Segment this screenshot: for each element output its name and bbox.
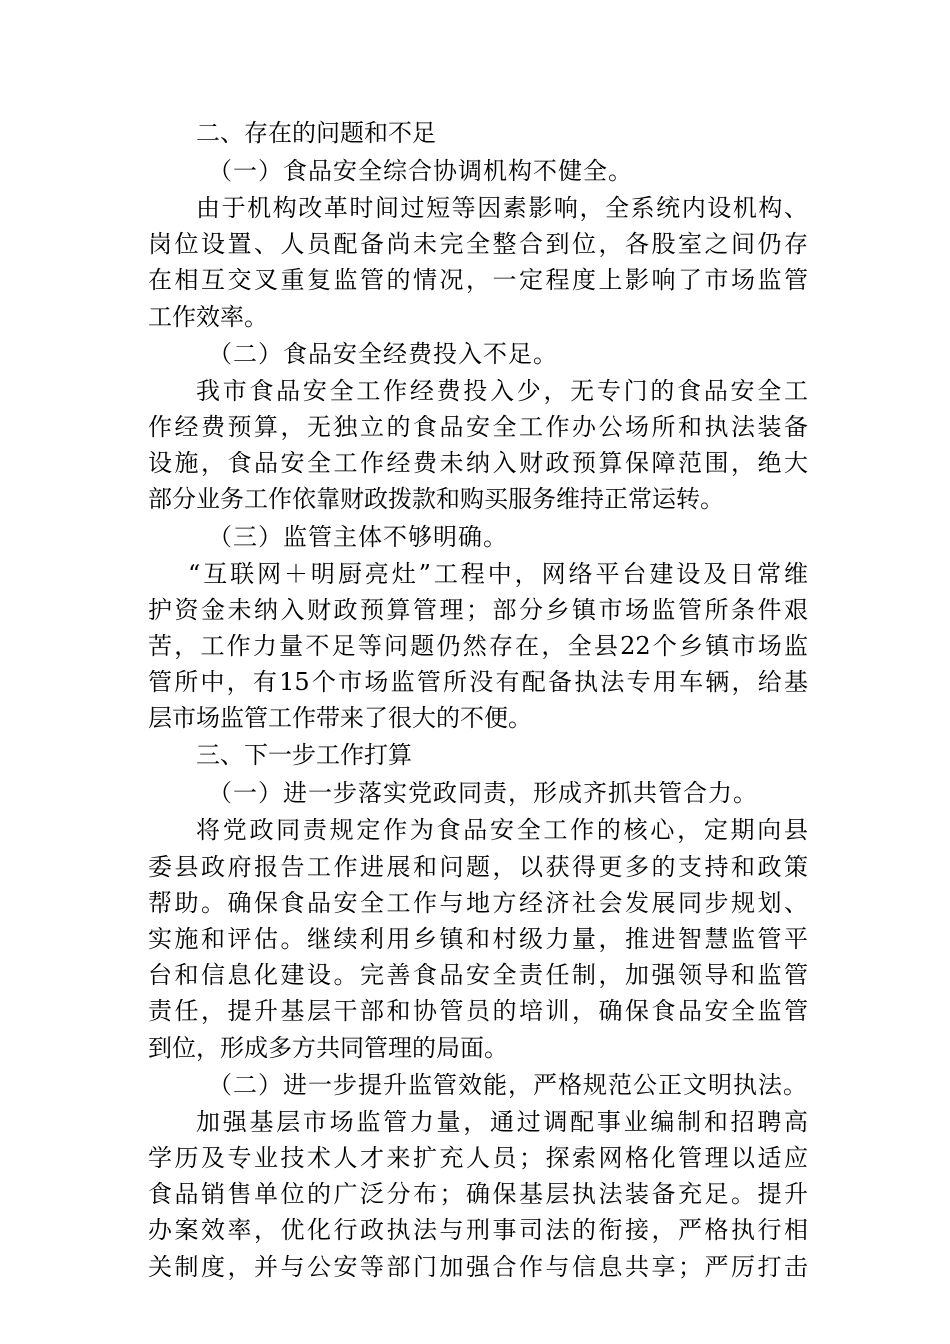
paragraph	[148, 373, 808, 518]
subsection-heading: （三）监管主体不够明确。	[208, 522, 508, 551]
text-line: 将党政同责规定作为食品安全工作的核心，定期向县	[196, 816, 808, 845]
text-line: 部分业务工作依靠财政拨款和购买服务维持正常运转。	[148, 485, 724, 514]
text-line: 台和信息化建设。完善食品安全责任制，加强领导和监管	[148, 961, 808, 990]
text-line: 食品销售单位的广泛分布；确保基层执法装备充足。提升	[148, 1180, 808, 1209]
text-line: 工作效率。	[148, 302, 268, 331]
text-line: 学历及专业技术人才来扩充人员；探索网格化管理以适应	[148, 1143, 808, 1172]
text-line: 实施和评估。继续利用乡镇和村级力量，推进智慧监管平	[148, 925, 808, 953]
text-line: 我市食品安全工作经费投入少，无专门的食品安全工	[196, 376, 808, 405]
text-line: 管所中，有15个市场监管所没有配备执法专用车辆，给基	[148, 668, 808, 697]
subsection-heading: （一）进一步落实党政同责，形成齐抓共管合力。	[208, 779, 758, 808]
document-page	[148, 114, 808, 1285]
text-line: 委县政府报告工作进展和问题，以获得更多的支持和政策	[148, 852, 808, 881]
section-heading: 三、下一步工作打算	[196, 741, 412, 770]
subsection-heading: （二）进一步提升监管效能，严格规范公正文明执法。	[208, 1070, 808, 1099]
subsection-heading: （二）食品安全经费投入不足。	[208, 339, 558, 368]
text-line: 层市场监管工作带来了很大的不便。	[148, 704, 532, 733]
text-line: 办案效率，优化行政执法与刑事司法的衔接，严格执行相	[148, 1216, 808, 1245]
text-line: 责任，提升基层干部和协管员的培训，确保食品安全监管	[148, 997, 808, 1026]
subsection-heading: （一）食品安全综合协调机构不健全。	[208, 157, 633, 185]
paragraph	[148, 1104, 808, 1285]
paragraph	[148, 556, 808, 737]
text-line: 设施，食品安全工作经费未纳入财政预算保障范围，绝大	[148, 449, 808, 478]
text-line: 岗位设置、人员配备尚未完全整合到位，各股室之间仍存	[148, 230, 808, 259]
text-line: 加强基层市场监管力量，通过调配事业编制和招聘高	[196, 1107, 808, 1136]
text-line: 苦，工作力量不足等问题仍然存在，全县22个乡镇市场监	[148, 631, 808, 660]
text-line: 帮助。确保食品安全工作与地方经济社会发展同步规划、	[148, 888, 808, 917]
text-line: 关制度，并与公安等部门加强合作与信息共享；严厉打击	[148, 1252, 808, 1281]
text-line: 到位，形成多方共同管理的局面。	[148, 1033, 508, 1062]
text-line: 在相互交叉重复监管的情况，一定程度上影响了市场监管	[148, 266, 808, 295]
text-line: 由于机构改革时间过短等因素影响，全系统内设机构、	[196, 194, 808, 222]
paragraph	[148, 190, 808, 335]
text-line: 作经费预算，无独立的食品安全工作办公场所和执法装备	[148, 412, 808, 441]
section-heading: 二、存在的问题和不足	[196, 119, 436, 147]
paragraph	[148, 812, 808, 1065]
text-line: “互联网＋明厨亮灶”工程中，网络平台建设及日常维	[188, 559, 808, 588]
text-line: 护资金未纳入财政预算管理；部分乡镇市场监管所条件艰	[148, 595, 808, 624]
